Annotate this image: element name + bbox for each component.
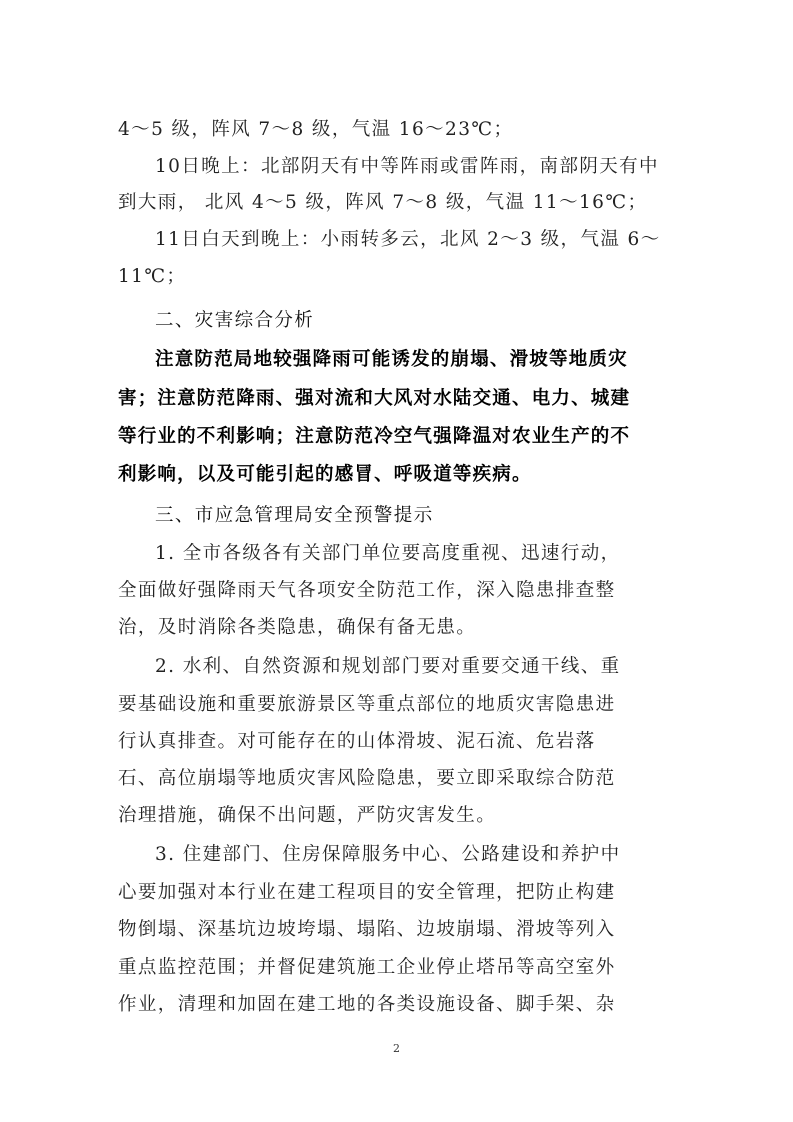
- page-number: 2: [393, 1042, 400, 1055]
- text-line: 3. 住建部门、住房保障服务中心、公路建设和养护中: [155, 844, 621, 865]
- text-line: 到大雨， 北风 4～5 级，阵风 7～8 级，气温 11～16℃；: [118, 192, 648, 213]
- text-line: 要基础设施和重要旅游景区等重点部位的地质灾害隐患进: [118, 694, 616, 715]
- text-line: 11日白天到晚上：小雨转多云，北风 2～3 级，气温 6～: [155, 229, 661, 250]
- text-line: 害；注意防范降雨、强对流和大风对水陆交通、电力、城建: [118, 388, 631, 409]
- text-line: 全面做好强降雨天气各项安全防范工作，深入隐患排查整: [118, 580, 616, 601]
- text-line: 心要加强对本行业在建工程项目的安全管理，把防止构建: [118, 882, 616, 903]
- text-line: 作业，清理和加固在建工地的各类设施设备、脚手架、杂: [118, 994, 616, 1015]
- text-line: 石、高位崩塌等地质灾害风险隐患，要立即采取综合防范: [118, 768, 616, 789]
- text-line: 物倒塌、深基坑边坡垮塌、塌陷、边坡崩塌、滑坡等列入: [118, 919, 616, 940]
- text-line: 治，及时消除各类隐患，确保有备无患。: [118, 617, 477, 638]
- text-line: 11℃；: [118, 266, 187, 287]
- text-line: 等行业的不利影响；注意防范冷空气强降温对农业生产的不: [118, 426, 631, 447]
- text-line: 4～5 级，阵风 7～8 级，气温 16～23℃；: [118, 119, 514, 140]
- text-line: 注意防范局地较强降雨可能诱发的崩塌、滑坡等地质灾: [155, 349, 628, 370]
- text-line: 治理措施，确保不出问题，严防灾害发生。: [118, 805, 497, 826]
- text-line: 行认真排查。对可能存在的山体滑坡、泥石流、危岩落: [118, 731, 596, 752]
- text-line: 2. 水利、自然资源和规划部门要对重要交通干线、重: [155, 656, 621, 677]
- text-line: 利影响，以及可能引起的感冒、呼吸道等疾病。: [118, 464, 532, 485]
- text-line: 1. 全市各级各有关部门单位要高度重视、迅速行动，: [155, 543, 621, 564]
- section-heading: 二、灾害综合分析: [155, 310, 315, 331]
- text-line: 重点监控范围；并督促建筑施工企业停止塔吊等高空室外: [118, 957, 616, 978]
- section-heading: 三、市应急管理局安全预警提示: [155, 505, 434, 526]
- text-line: 10日晚上：北部阴天有中等阵雨或雷阵雨，南部阴天有中: [155, 156, 659, 177]
